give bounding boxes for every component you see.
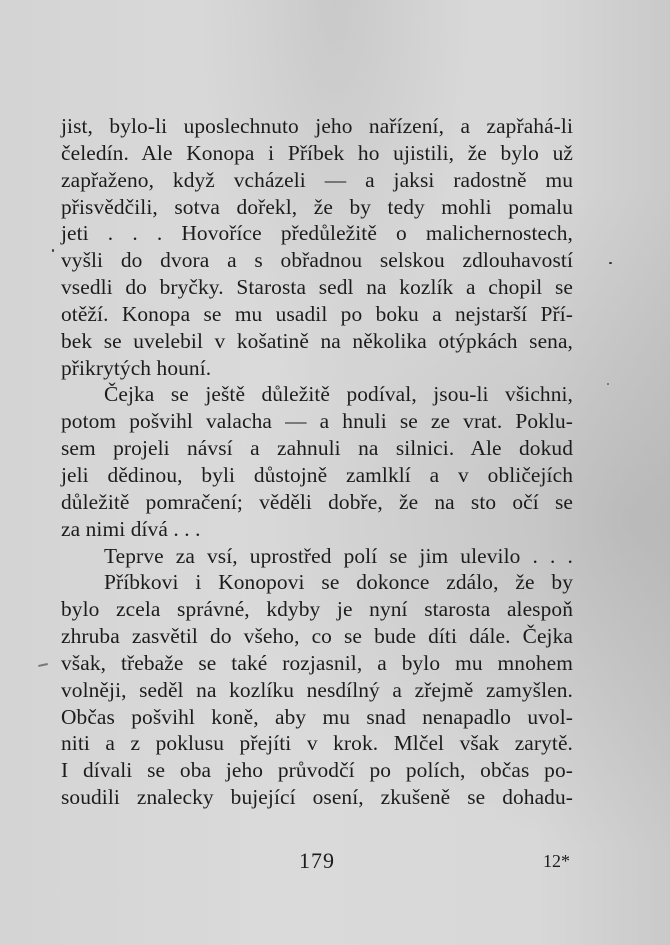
text-line: bylo zcela správné, kdyby je nyní starosta alespoň bbox=[61, 597, 573, 622]
text-line: niti a z poklusu přejíti v krok. Mlčel však zarytě. bbox=[61, 731, 573, 756]
text-line: však, třebaže se také rozjasnil, a bylo mu mnohem bbox=[61, 650, 573, 675]
paragraph-first-line: Teprve za vsí, uprostřed polí se jim ulevilo . . . bbox=[104, 543, 573, 568]
text-line: vyšli do dvora a s obřadnou selskou zdlouhavostí bbox=[61, 248, 573, 273]
page-number: 179 bbox=[299, 848, 335, 873]
scan-speck bbox=[607, 383, 609, 385]
text-line: otěží. Konopa se mu usadil po boku a nejstarší Pří- bbox=[61, 301, 573, 326]
scan-speck bbox=[609, 262, 612, 264]
text-line: přikrytých houní. bbox=[61, 355, 212, 380]
text-line: jeli dědinou, byli důstojně zamlklí a v obličejích bbox=[61, 462, 573, 487]
signature-mark: 12* bbox=[543, 851, 570, 871]
text-line: zhruba zasvětil do všeho, co se bude díti dále. Čejka bbox=[61, 624, 573, 649]
text-line: vsedli do bryčky. Starosta sedl na kozlík a chopil se bbox=[61, 275, 573, 300]
text-line: potom pošvihl valacha — a hnuli se ze vrat. Poklu- bbox=[61, 409, 573, 434]
scan-speck bbox=[52, 249, 54, 252]
text-line: Občas pošvihl koně, aby mu snad nenapadlo uvol- bbox=[61, 704, 573, 729]
text-line: volněji, seděl na kozlíku nesdílný a zřejmě zamyšlen. bbox=[61, 677, 573, 702]
paragraph-first-line: Příbkovi i Konopovi se dokonce zdálo, že by bbox=[104, 570, 573, 595]
body-text bbox=[61, 113, 573, 811]
paragraph-first-line: Čejka se ještě důležitě podíval, jsou-li všichni, bbox=[104, 382, 573, 407]
text-line: bek se uvelebil v košatině na několika otýpkách sena, bbox=[61, 328, 573, 353]
text-line: jeti . . . Hovoříce předůležitě o malichernostech, bbox=[61, 221, 573, 246]
text-line: důležitě pomračení; věděli dobře, že na sto očí se bbox=[61, 489, 573, 514]
text-line: přisvědčili, sotva dořekl, že by tedy mohli pomalu bbox=[61, 194, 573, 219]
scan-speck bbox=[38, 663, 48, 667]
text-line: za nimi dívá . . . bbox=[61, 516, 201, 541]
text-line: zapřaženo, když vcházeli — a jaksi radostně mu bbox=[61, 167, 573, 192]
text-line: jist, bylo-li uposlechnuto jeho nařízení, a zapřahá-li bbox=[61, 114, 573, 138]
text-line: soudili znalecky bujející osení, zkušeně se dohadu- bbox=[61, 785, 573, 810]
text-line: čeledín. Ale Konopa i Příbek ho ujistili, že bylo už bbox=[61, 140, 573, 165]
text-line: sem projeli návsí a zahnuli na silnici. Ale dokud bbox=[61, 436, 573, 461]
text-line: I dívali se oba jeho průvodčí po polích, občas po- bbox=[61, 758, 573, 783]
